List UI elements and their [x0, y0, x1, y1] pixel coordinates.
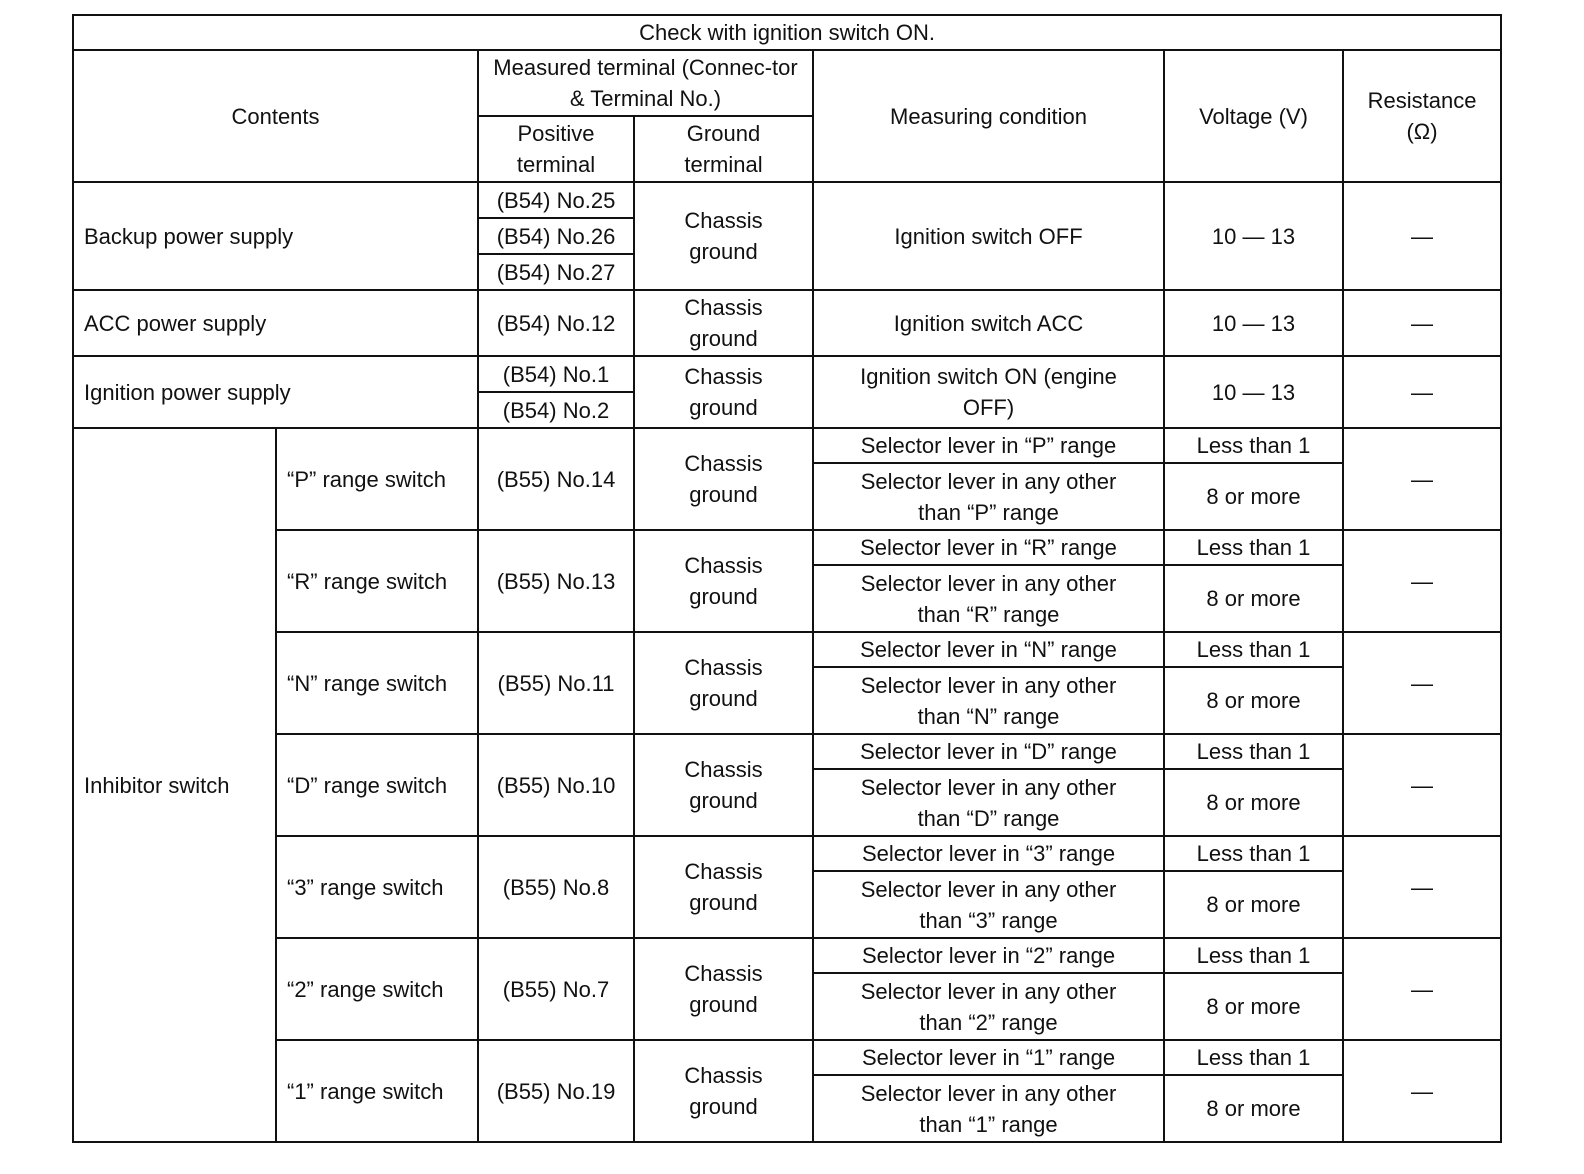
table-row	[73, 530, 1501, 565]
condition-in-range: Selector lever in “2” range	[813, 938, 1164, 973]
resistance: —	[1343, 1040, 1501, 1142]
condition-in-range: Selector lever in “D” range	[813, 734, 1164, 769]
table-row	[73, 290, 1501, 356]
acc-contents: ACC power supply	[73, 290, 478, 356]
condition-other-range: Selector lever in any other than “N” range	[813, 667, 1164, 734]
ground-terminal: Chassis ground	[634, 734, 813, 836]
ignition-voltage: 10 — 13	[1164, 356, 1343, 428]
table-row	[73, 356, 1501, 392]
resistance: —	[1343, 530, 1501, 632]
table-row	[73, 938, 1501, 973]
voltage-other-range: 8 or more	[1164, 973, 1343, 1040]
table-row	[73, 182, 1501, 218]
ground-terminal: Chassis ground	[634, 428, 813, 530]
range-switch-name: “P” range switch	[276, 428, 478, 530]
table-row	[73, 734, 1501, 769]
range-switch-name: “R” range switch	[276, 530, 478, 632]
backup-resistance: —	[1343, 182, 1501, 290]
voltage-other-range: 8 or more	[1164, 667, 1343, 734]
acc-ground: Chassis ground	[634, 290, 813, 356]
positive-terminal: (B55) No.11	[478, 632, 634, 734]
voltage-in-range: Less than 1	[1164, 938, 1343, 973]
voltage-in-range: Less than 1	[1164, 734, 1343, 769]
header-measured-terminal: Measured terminal (Connec-tor & Terminal No.)	[478, 50, 813, 116]
backup-voltage: 10 — 13	[1164, 182, 1343, 290]
condition-in-range: Selector lever in “N” range	[813, 632, 1164, 667]
inspection-table	[72, 14, 1502, 1143]
ignition-ground: Chassis ground	[634, 356, 813, 428]
table-row	[73, 632, 1501, 667]
acc-voltage: 10 — 13	[1164, 290, 1343, 356]
ground-terminal: Chassis ground	[634, 632, 813, 734]
backup-ground: Chassis ground	[634, 182, 813, 290]
backup-contents: Backup power supply	[73, 182, 478, 290]
voltage-other-range: 8 or more	[1164, 871, 1343, 938]
voltage-other-range: 8 or more	[1164, 463, 1343, 530]
backup-condition: Ignition switch OFF	[813, 182, 1164, 290]
ground-terminal: Chassis ground	[634, 938, 813, 1040]
table-row	[73, 428, 1501, 463]
header-contents: Contents	[73, 50, 478, 182]
acc-positive: (B54) No.12	[478, 290, 634, 356]
voltage-other-range: 8 or more	[1164, 565, 1343, 632]
voltage-in-range: Less than 1	[1164, 632, 1343, 667]
backup-positive: (B54) No.25	[478, 182, 634, 218]
acc-condition: Ignition switch ACC	[813, 290, 1164, 356]
header-measuring-condition: Measuring condition	[813, 50, 1164, 182]
voltage-in-range: Less than 1	[1164, 836, 1343, 871]
range-switch-name: “1” range switch	[276, 1040, 478, 1142]
condition-in-range: Selector lever in “3” range	[813, 836, 1164, 871]
inhibitor-contents: Inhibitor switch	[73, 428, 276, 1142]
condition-other-range: Selector lever in any other than “3” range	[813, 871, 1164, 938]
table-row	[73, 836, 1501, 871]
condition-other-range: Selector lever in any other than “2” range	[813, 973, 1164, 1040]
header-ground-terminal: Ground terminal	[634, 116, 813, 182]
range-switch-name: “2” range switch	[276, 938, 478, 1040]
ignition-resistance: —	[1343, 356, 1501, 428]
resistance: —	[1343, 428, 1501, 530]
voltage-in-range: Less than 1	[1164, 530, 1343, 565]
condition-other-range: Selector lever in any other than “1” range	[813, 1075, 1164, 1142]
voltage-other-range: 8 or more	[1164, 1075, 1343, 1142]
voltage-in-range: Less than 1	[1164, 428, 1343, 463]
ignition-positive: (B54) No.1	[478, 356, 634, 392]
table-row	[73, 1040, 1501, 1075]
positive-terminal: (B55) No.14	[478, 428, 634, 530]
condition-other-range: Selector lever in any other than “R” range	[813, 565, 1164, 632]
range-switch-name: “N” range switch	[276, 632, 478, 734]
ignition-condition: Ignition switch ON (engine OFF)	[813, 356, 1164, 428]
resistance: —	[1343, 734, 1501, 836]
resistance: —	[1343, 632, 1501, 734]
condition-other-range: Selector lever in any other than “P” range	[813, 463, 1164, 530]
ignition-contents: Ignition power supply	[73, 356, 478, 428]
resistance: —	[1343, 938, 1501, 1040]
table-title: Check with ignition switch ON.	[73, 15, 1501, 50]
ground-terminal: Chassis ground	[634, 530, 813, 632]
condition-in-range: Selector lever in “1” range	[813, 1040, 1164, 1075]
header-resistance: Resistance (Ω)	[1343, 50, 1501, 182]
resistance: —	[1343, 836, 1501, 938]
range-switch-name: “D” range switch	[276, 734, 478, 836]
ignition-positive: (B54) No.2	[478, 392, 634, 428]
condition-in-range: Selector lever in “P” range	[813, 428, 1164, 463]
header-positive-terminal: Positive terminal	[478, 116, 634, 182]
voltage-in-range: Less than 1	[1164, 1040, 1343, 1075]
ground-terminal: Chassis ground	[634, 1040, 813, 1142]
positive-terminal: (B55) No.10	[478, 734, 634, 836]
positive-terminal: (B55) No.13	[478, 530, 634, 632]
backup-positive: (B54) No.26	[478, 218, 634, 254]
backup-positive: (B54) No.27	[478, 254, 634, 290]
ground-terminal: Chassis ground	[634, 836, 813, 938]
condition-other-range: Selector lever in any other than “D” range	[813, 769, 1164, 836]
positive-terminal: (B55) No.8	[478, 836, 634, 938]
positive-terminal: (B55) No.7	[478, 938, 634, 1040]
header-voltage: Voltage (V)	[1164, 50, 1343, 182]
acc-resistance: —	[1343, 290, 1501, 356]
condition-in-range: Selector lever in “R” range	[813, 530, 1164, 565]
voltage-other-range: 8 or more	[1164, 769, 1343, 836]
range-switch-name: “3” range switch	[276, 836, 478, 938]
positive-terminal: (B55) No.19	[478, 1040, 634, 1142]
